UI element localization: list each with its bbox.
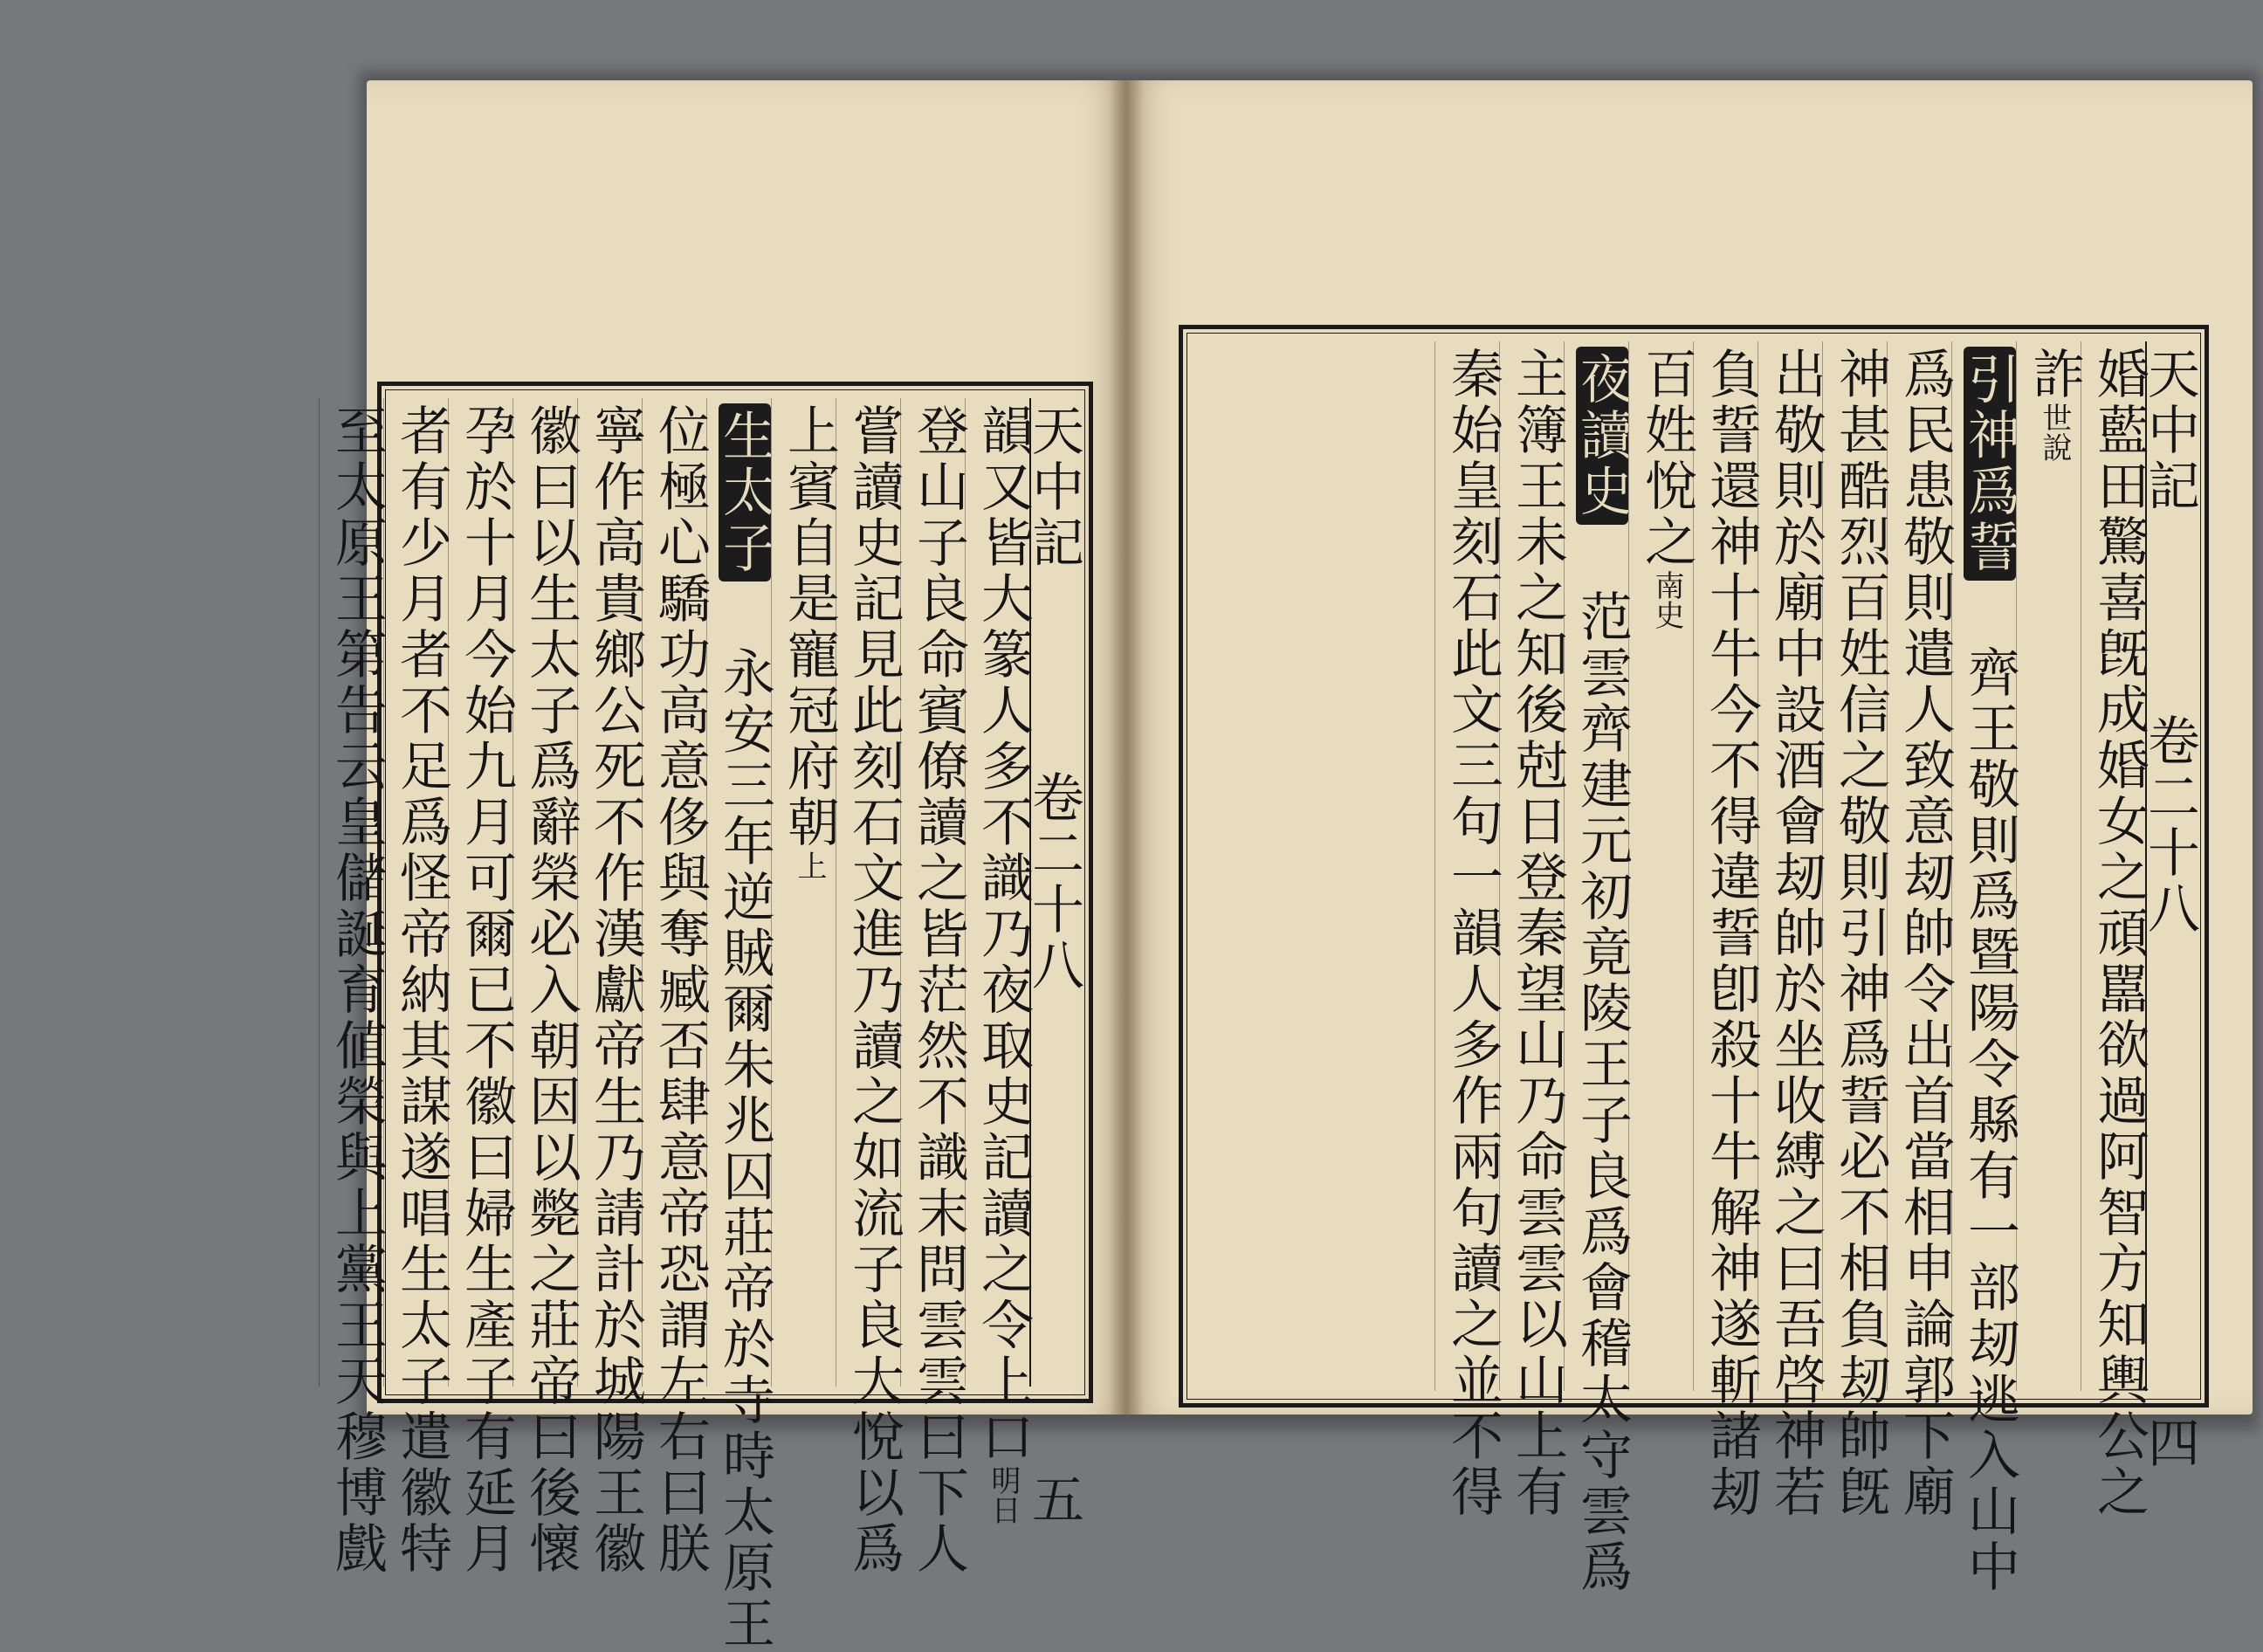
right-col-2 [2016,341,2085,1391]
right-col-8 [1628,341,1697,1391]
left-fringe-volume: 卷二十八 [1023,770,1084,994]
left-page [327,80,1126,1652]
right-fringe-page: 四 [2139,1415,2200,1471]
left-col-6-text: 位極心驕功高意侈與奪臧否肆意帝恐謂左右曰朕 [650,403,711,1577]
left-col-1 [965,398,1034,1525]
left-col-10 [383,398,452,1577]
left-col-5-text: 永安三年逆賊爾朱兆囚莊帝於寺時太原王 [714,646,775,1652]
right-col-5-text: 神甚酷烈百姓信之敬則引神爲誓必不相負刼帥旣 [1830,347,1891,1520]
right-col-9-text: 范雲齊建元初竟陵王子良爲會稽太守雲爲 [1572,589,1633,1595]
book-gutter [1109,80,1144,1415]
left-col-3 [836,398,905,1577]
left-fringe-title: 天中記 [1023,403,1084,571]
section-label-birth-heir: 生太子 [719,403,771,582]
left-col-1-text: 韻又皆大篆人多不識乃夜取史記讀之令上口 [973,403,1034,1465]
right-col-9 [1564,341,1633,1595]
right-col-7-text: 負誓還神十牛今不得違誓卽殺十牛解神遂斬諸刼 [1701,347,1762,1520]
left-col-4-note: 上 [792,850,827,880]
left-col-4-text: 上賓自是寵冠府朝 [779,403,840,850]
right-fringe-title: 天中記 [2139,347,2200,514]
right-col-10 [1499,341,1568,1520]
left-col-1-note: 明日 [986,1465,1021,1525]
left-col-8 [512,398,581,1577]
left-col-9-text: 孕於十月今始九月可爾已不徽曰婦生產子有延月 [456,403,517,1577]
left-col-11 [319,398,388,1577]
right-col-10-text: 主簿王未之知後尅日登秦望山乃命雲雲以山上有 [1507,347,1568,1520]
left-fringe-page: 五 [1023,1472,1084,1528]
right-col-4-text: 爲民患敬則遣人致意刼帥令出首當相申論郭下廟 [1895,347,1956,1520]
left-col-7-text: 寧作高貴鄉公死不作漢獻帝生乃請計於城陽王徽 [585,403,646,1577]
left-col-4 [771,398,840,1387]
right-col-3-text: 齊王敬則爲暨陽令縣有一部刼逃入山中 [1959,645,2020,1595]
right-fringe-volume: 卷二十八 [2139,713,2200,937]
left-col-9 [448,398,517,1577]
right-col-6 [1757,341,1826,1520]
left-col-8-text: 徽曰以生太子爲辭榮必入朝因以斃之莊帝曰後懷 [520,403,581,1577]
section-label-oath: 引神爲誓 [1964,347,2016,581]
left-col-11-text: 至太原王第告云皇儲誕育値榮與上黨王天穆博戲 [327,403,388,1577]
left-col-2 [900,398,969,1577]
left-text-block [327,382,1093,1652]
right-col-2-note: 世說 [2037,403,2072,462]
right-col-4 [1887,341,1956,1520]
right-col-8-text: 百姓悅之 [1636,347,1697,570]
left-col-5 [706,398,775,1652]
left-col-3-text: 嘗讀史記見此刻石文進乃讀之如流子良大悅以爲 [843,403,905,1577]
right-col-6-text: 出敬則於廟中設酒會刼帥於坐收縛之曰吾啓神若 [1765,347,1826,1520]
left-fringe [1023,398,1084,1528]
right-col-3 [1951,341,2020,1595]
right-col-7 [1693,341,1762,1520]
left-col-2-text: 登山子良命賓僚讀之皆茫然不識末問雲雲曰下人 [908,403,969,1577]
right-fringe [2139,341,2200,1471]
right-text-block [1179,325,2209,1595]
right-col-2-text: 詐 [2024,347,2085,403]
left-col-10-text: 者有少月者不足爲怪帝納其謀遂唱生太子遣徽特 [391,403,452,1577]
right-col-11 [1434,341,1503,1520]
section-label-night-reading: 夜讀史 [1576,347,1628,525]
right-page [1126,80,2253,1595]
right-col-1 [2081,341,2150,1520]
right-col-8-note: 南史 [1649,570,1684,630]
left-col-7 [577,398,646,1577]
right-col-11-text: 秦始皇刻石此文三句一韻人多作兩句讀之並不得 [1442,347,1503,1520]
left-col-6 [642,398,711,1577]
right-col-5 [1822,341,1891,1520]
right-col-1-text: 婚藍田驚喜旣成婚女之頑嚚欲過阿智方知輿公之 [2088,347,2150,1520]
